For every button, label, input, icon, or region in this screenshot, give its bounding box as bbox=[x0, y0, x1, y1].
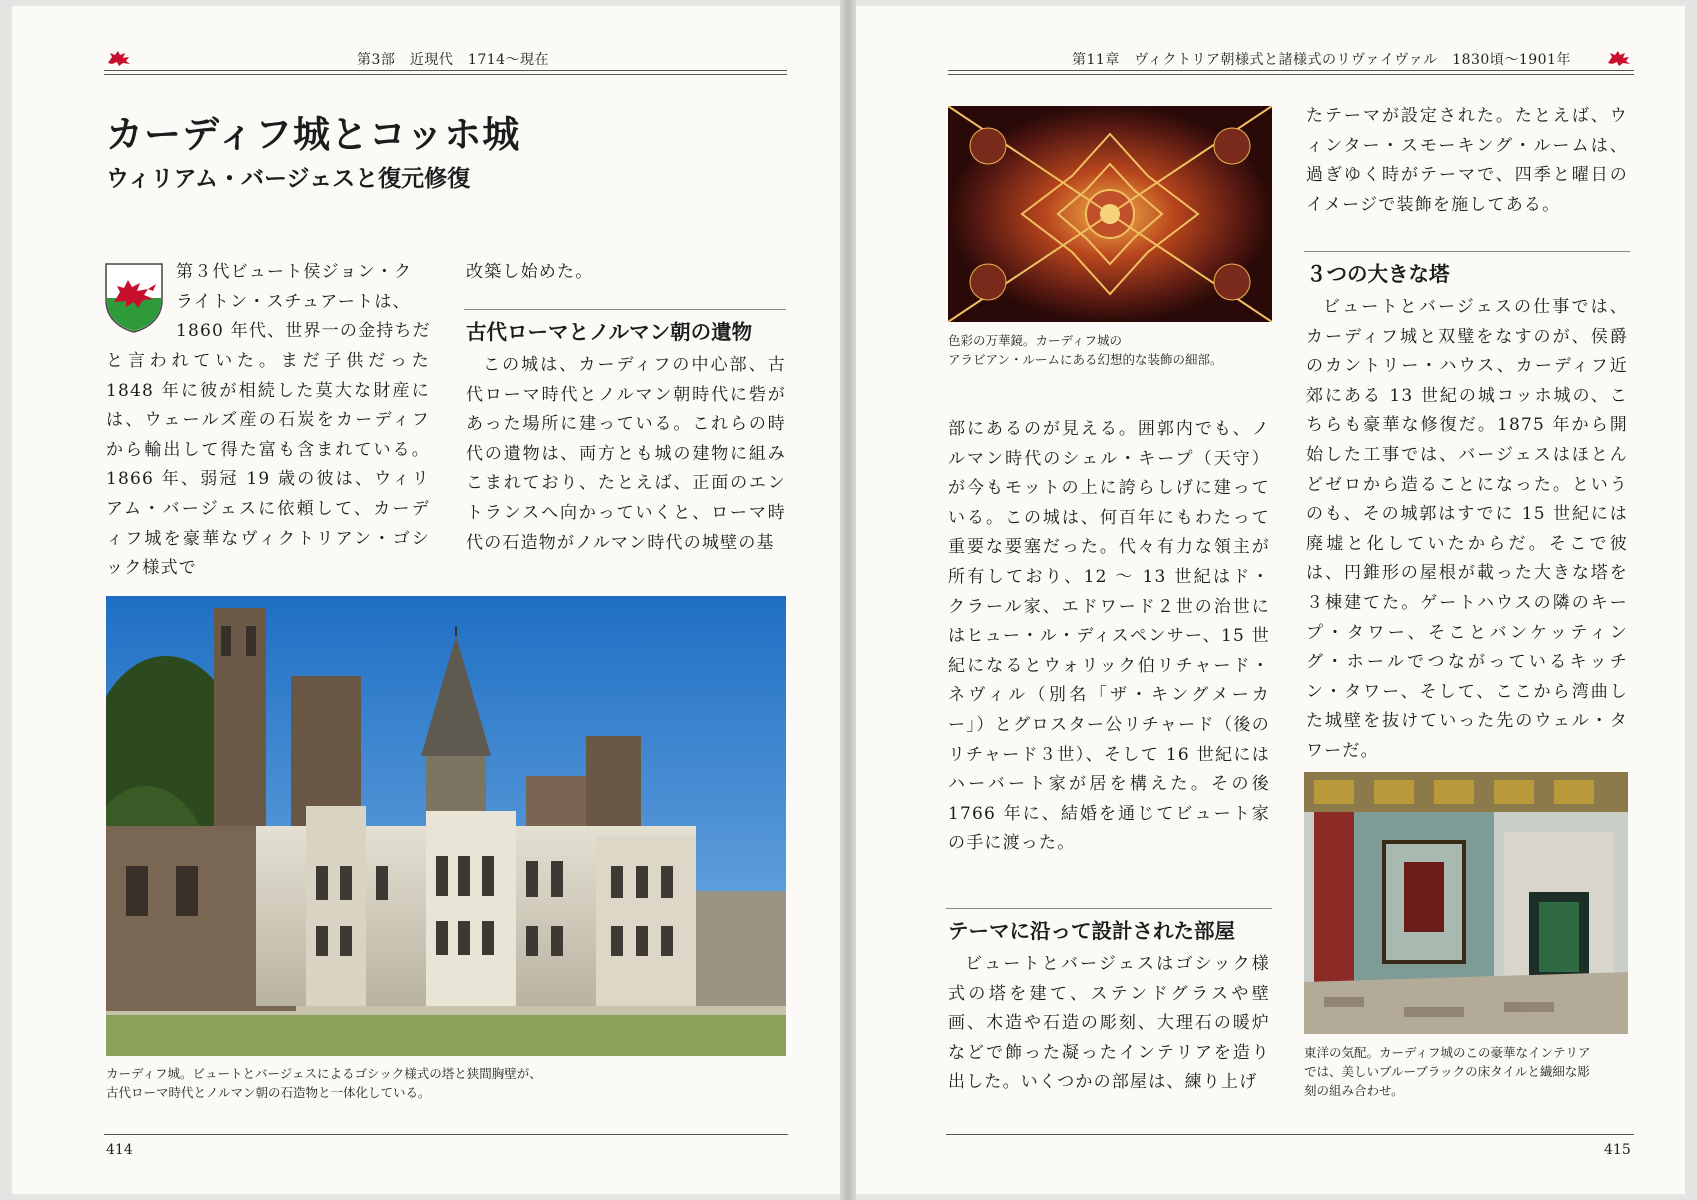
section-rule bbox=[1304, 251, 1630, 252]
page-number-right: 415 bbox=[1604, 1142, 1631, 1158]
castle-photo-caption bbox=[106, 1064, 542, 1102]
intro-text-body: と言われていた。まだ子供だった 1848 年に彼が相続した莫大な財産には、ウェールズ産の石炭をカーディフから輸出して得た富も含まれている。1866 年、弱冠 19 歳の彼は、ウィリアム・バージェスに依頼して、カーディフ城を豪華なヴィクトリアン・ゴシック様式で bbox=[106, 351, 430, 579]
heading-roman-norman: 古代ローマとノルマン朝の遺物 bbox=[466, 320, 753, 344]
intro-text-wrapped bbox=[176, 258, 430, 347]
three-towers-text: ビュートとバージェスの仕事では、カーディフ城と双璧をなすのが、侯爵のカントリー・ハウス、カーディフ近郊にある 13 世紀の城コッホ城の、こちらも豪華な修復だ。1875 年から開始した工事では、バージェスはほとんどゼロから造ることになった。というのも、その城郭はすでに 15 世紀には廃墟と化していたからだ。そこで彼は、円錐形の屋根が載った大きな塔を３棟建てた。ゲートハウスの隣のキープ・タワー、そことバンケッティング・ホールでつながっているキッチン・タワー、そして、ここから湾曲した城壁を抜けていった先のウェル・タワーだ。 bbox=[1306, 297, 1628, 761]
caption-line: 色彩の万華鏡。カーディフ城の bbox=[948, 333, 1123, 348]
caption-line: カーディフ城。ビュートとバージェスによるゴシック様式の塔と狭間胸壁が、 bbox=[106, 1066, 542, 1081]
running-head-left: 第3部 近現代 1714～現在 bbox=[357, 52, 550, 68]
intro-line: 第３代ビュート侯ジョン・ク bbox=[176, 262, 413, 282]
header-rule-left bbox=[104, 70, 787, 75]
section-rule bbox=[946, 908, 1272, 909]
dragon-icon bbox=[106, 48, 132, 68]
interior-caption bbox=[1304, 1043, 1591, 1100]
heading-three-towers: ３つの大きな塔 bbox=[1306, 262, 1450, 286]
themed-rooms-text-cont: たテーマが設定された。たとえば、ウィンター・スモーキング・ルームは、過ぎゆく時がテーマで、四季と曜日のイメージで装飾を施してある。 bbox=[1306, 106, 1628, 215]
caption-line: 古代ローマ時代とノルマン朝の石造物と一体化している。 bbox=[106, 1085, 431, 1100]
header-rule-right bbox=[948, 70, 1634, 75]
kaleidoscope-caption bbox=[948, 331, 1223, 369]
welsh-flag-shield-icon bbox=[104, 262, 164, 334]
page-subtitle: ウィリアム・バージェスと復元修復 bbox=[106, 165, 471, 192]
book-gutter bbox=[840, 0, 856, 1200]
caption-line: アラビアン・ルームにある幻想的な装飾の細部。 bbox=[948, 352, 1223, 367]
kaleidoscope-ceiling-photo bbox=[948, 106, 1272, 322]
page-number-left: 414 bbox=[106, 1142, 133, 1158]
heading-themed-rooms: テーマに沿って設計された部屋 bbox=[948, 919, 1235, 943]
caption-line: 刻の組み合わせ。 bbox=[1304, 1083, 1404, 1098]
intro-line: 1860 年代、世界一の金持ちだ bbox=[176, 321, 431, 342]
footer-rule-right bbox=[946, 1134, 1634, 1135]
roman-norman-text: この城は、カーディフの中心部、古代ローマ時代とノルマン朝時代に砦があった場所に建っている。これらの時代の遺物は、両方とも城の建物に組みこまれており、たとえば、正面のエントランスへ向かっていくと、ローマ時代の石造物がノルマン時代の城壁の基 bbox=[466, 355, 786, 553]
themed-rooms-text: ビュートとバージェスはゴシック様式の塔を建て、ステンドグラスや壁画、木造や石造の彫刻、大理石の暖炉などで飾った凝ったインテリアを造り出した。いくつかの部屋は、練り上げ bbox=[948, 954, 1270, 1093]
oriental-interior-photo bbox=[1304, 772, 1628, 1034]
col2-start-text: 改築し始めた。 bbox=[466, 262, 594, 282]
castle-history-text: 部にあるのが見える。囲郭内でも、ノルマン時代のシェル・キープ（天守）が今もモットの上に誇らしげに建っている。この城は、何百年にもわたって重要な要塞だった。代々有力な領主が所有しており、12 ～ 13 世紀はド・クラール家、エドワード２世の治世にはヒュー・ル・ディスペンサー、15 世紀になるとウォリック伯リチャード・ネヴィル（別名「ザ・キングメーカー」）とグロスター公リチャード（後のリチャード３世）、そして 16 世紀にはハーバート家が居を構えた。その後 1766 年に、結婚を通じてビュート家の手に渡った。 bbox=[948, 419, 1270, 854]
cardiff-castle-photo bbox=[106, 596, 786, 1056]
caption-line: 東洋の気配。カーディフ城のこの豪華なインテリア bbox=[1304, 1045, 1591, 1060]
intro-line: ライトン・スチュアートは、 bbox=[176, 291, 411, 312]
caption-line: では、美しいブルーブラックの床タイルと繊細な彫 bbox=[1304, 1064, 1590, 1079]
running-head-right: 第11章 ヴィクトリア朝様式と諸様式のリヴァイヴァル 1830頃～1901年 bbox=[1072, 52, 1571, 68]
dragon-icon bbox=[1606, 48, 1632, 68]
footer-rule-left bbox=[104, 1134, 788, 1135]
section-rule bbox=[464, 309, 786, 310]
page-title: カーディフ城とコッホ城 bbox=[106, 112, 521, 156]
